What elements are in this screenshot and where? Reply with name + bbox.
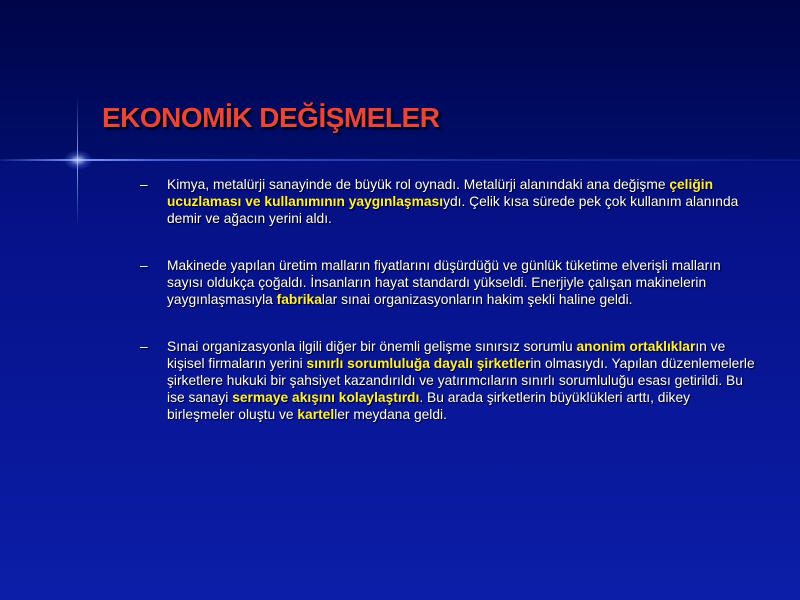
bullet-text: Makinede yapılan üretim malların fiyatlarını düşürdüğü ve günlük tüketime elverişli malların sayısı oldukça çoğaldı. İnsanların hayat standardı yükseldi. Enerjiyle çalışan makinelerin yaygınlaşmasıyla	[167, 258, 721, 307]
highlighted-term: fabrika	[276, 292, 322, 307]
highlighted-term: kartel	[297, 407, 335, 422]
highlighted-term: anonim ortaklıklar	[576, 339, 696, 354]
header-band	[0, 0, 800, 160]
bullet-text: lar sınai organizasyonların hakim şekli haline geldi.	[321, 292, 633, 307]
bullet-item	[140, 338, 755, 423]
bullet-text: ın ve kişisel firmaların yerini	[167, 339, 726, 371]
bullet-item	[140, 176, 755, 227]
bullet-text: Kimya, metalürji sanayinde de büyük rol oynadı. Metalürji alanındaki ana değişme	[167, 177, 670, 192]
bullet-text: Sınai organizasyonla ilgili diğer bir önemli gelişme sınırsız sorumlu	[167, 339, 577, 354]
decorative-glow	[63, 150, 93, 170]
highlighted-term: sermaye akışını kolaylaştırdı	[232, 390, 420, 405]
bullet-dash: –	[140, 177, 148, 192]
slide-title: EKONOMİK DEĞİŞMELER	[102, 102, 440, 133]
bullet-text: in olmasıydı. Yapılan düzenlemelerle şirketlere hukuki bir şahsiyet kazandırıldı ve yatırımcıların sınırlı sorumluluğu esası getirildi. Bu ise sanayi	[167, 356, 755, 405]
bullet-text: . Bu arada şirketlerin büyüklükleri arttı, dikey birleşmeler oluştu ve	[167, 390, 691, 422]
decorative-horizontal-line	[0, 159, 800, 161]
bullet-dash: –	[140, 258, 148, 273]
bullet-text: ydı. Çelik kısa sürede pek çok kullanım alanında demir ve ağacın yerini aldı.	[167, 194, 739, 226]
highlighted-term: sınırlı sorumluluğa dayalı şirketler	[306, 356, 531, 371]
bullet-text: ler meydana geldi.	[334, 407, 447, 422]
bullet-item	[140, 257, 755, 308]
bullet-dash: –	[140, 339, 148, 354]
bullet-list	[140, 176, 755, 423]
highlighted-term: çeliğin ucuzlaması ve kullanımının yaygınlaşması	[167, 177, 714, 209]
